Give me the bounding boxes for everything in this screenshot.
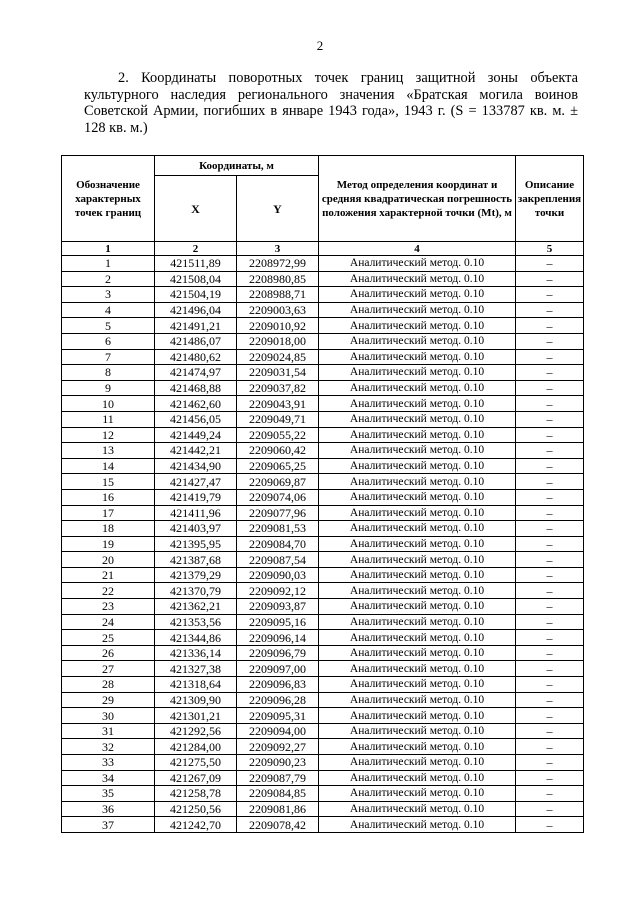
cell-x-coordinate: 421284,00: [155, 739, 237, 755]
cell-point-id: 21: [62, 567, 155, 583]
section-heading-text: 2. Координаты поворотных точек границ защитной зоны объекта культурного наследия регионального значения «Братская могила воинов Советской Армии, погибших в январе 1943 года», 1943 г. (S = 133787 кв. м. ± 128 кв. м.): [84, 70, 578, 136]
table-row: [62, 786, 584, 802]
cell-y-coordinate: 2209060,42: [237, 443, 319, 459]
cell-x-coordinate: 421496,04: [155, 302, 237, 318]
cell-fixing: –: [516, 786, 584, 802]
table-row: [62, 396, 584, 412]
cell-x-coordinate: 421411,96: [155, 505, 237, 521]
cell-method: Аналитический метод. 0.10: [319, 786, 516, 802]
cell-x-coordinate: 421258,78: [155, 786, 237, 802]
cell-method: Аналитический метод. 0.10: [319, 661, 516, 677]
cell-method: Аналитический метод. 0.10: [319, 677, 516, 693]
cell-y-coordinate: 2209087,54: [237, 552, 319, 568]
cell-y-coordinate: 2209003,63: [237, 302, 319, 318]
cell-point-id: 26: [62, 645, 155, 661]
cell-method: Аналитический метод. 0.10: [319, 708, 516, 724]
cell-y-coordinate: 2209096,83: [237, 677, 319, 693]
cell-fixing: –: [516, 505, 584, 521]
table-row: [62, 349, 584, 365]
cell-y-coordinate: 2209010,92: [237, 318, 319, 334]
cell-fixing: –: [516, 489, 584, 505]
cell-x-coordinate: 421486,07: [155, 333, 237, 349]
cell-method: Аналитический метод. 0.10: [319, 521, 516, 537]
cell-fixing: –: [516, 318, 584, 334]
cell-x-coordinate: 421434,90: [155, 458, 237, 474]
column-number-1: 1: [62, 242, 155, 256]
cell-method: Аналитический метод. 0.10: [319, 723, 516, 739]
cell-fixing: –: [516, 349, 584, 365]
cell-x-coordinate: 421449,24: [155, 427, 237, 443]
table-row: [62, 723, 584, 739]
cell-fixing: –: [516, 817, 584, 833]
table-row: [62, 505, 584, 521]
cell-point-id: 23: [62, 599, 155, 615]
table-row: [62, 692, 584, 708]
cell-method: Аналитический метод. 0.10: [319, 271, 516, 287]
table-row: [62, 521, 584, 537]
table-row: [62, 489, 584, 505]
cell-y-coordinate: 2209024,85: [237, 349, 319, 365]
table-row: [62, 817, 584, 833]
cell-fixing: –: [516, 692, 584, 708]
table-body: [62, 256, 584, 833]
cell-y-coordinate: 2209065,25: [237, 458, 319, 474]
table-row: [62, 755, 584, 771]
cell-y-coordinate: 2209074,06: [237, 489, 319, 505]
header-coordinates: Координаты, м: [155, 156, 319, 176]
section-heading: [84, 70, 578, 136]
cell-y-coordinate: 2208972,99: [237, 256, 319, 272]
cell-point-id: 29: [62, 692, 155, 708]
cell-point-id: 9: [62, 380, 155, 396]
cell-fixing: –: [516, 474, 584, 490]
cell-method: Аналитический метод. 0.10: [319, 599, 516, 615]
table-row: [62, 677, 584, 693]
cell-y-coordinate: 2209094,00: [237, 723, 319, 739]
cell-fixing: –: [516, 256, 584, 272]
cell-method: Аналитический метод. 0.10: [319, 349, 516, 365]
cell-y-coordinate: 2209093,87: [237, 599, 319, 615]
cell-x-coordinate: 421491,21: [155, 318, 237, 334]
cell-y-coordinate: 2209055,22: [237, 427, 319, 443]
cell-method: Аналитический метод. 0.10: [319, 333, 516, 349]
cell-y-coordinate: 2209095,16: [237, 614, 319, 630]
cell-fixing: –: [516, 583, 584, 599]
cell-point-id: 15: [62, 474, 155, 490]
cell-method: Аналитический метод. 0.10: [319, 458, 516, 474]
cell-fixing: –: [516, 567, 584, 583]
cell-fixing: –: [516, 396, 584, 412]
table-row: [62, 567, 584, 583]
table-row: [62, 318, 584, 334]
table-row: [62, 536, 584, 552]
header-y: Y: [237, 176, 319, 242]
header-x: X: [155, 176, 237, 242]
column-number-2: 2: [155, 242, 237, 256]
cell-point-id: 37: [62, 817, 155, 833]
cell-x-coordinate: 421292,56: [155, 723, 237, 739]
cell-x-coordinate: 421456,05: [155, 411, 237, 427]
cell-y-coordinate: 2209092,27: [237, 739, 319, 755]
cell-method: Аналитический метод. 0.10: [319, 302, 516, 318]
table-row: [62, 380, 584, 396]
cell-x-coordinate: 421318,64: [155, 677, 237, 693]
cell-fixing: –: [516, 723, 584, 739]
table-row: [62, 271, 584, 287]
table-row: [62, 365, 584, 381]
cell-fixing: –: [516, 708, 584, 724]
cell-fixing: –: [516, 739, 584, 755]
cell-x-coordinate: 421504,19: [155, 287, 237, 303]
cell-fixing: –: [516, 458, 584, 474]
cell-method: Аналитический метод. 0.10: [319, 411, 516, 427]
cell-x-coordinate: 421370,79: [155, 583, 237, 599]
cell-method: Аналитический метод. 0.10: [319, 287, 516, 303]
cell-point-id: 30: [62, 708, 155, 724]
cell-method: Аналитический метод. 0.10: [319, 474, 516, 490]
table-row: [62, 583, 584, 599]
table-row: [62, 614, 584, 630]
cell-method: Аналитический метод. 0.10: [319, 801, 516, 817]
cell-fixing: –: [516, 770, 584, 786]
cell-method: Аналитический метод. 0.10: [319, 536, 516, 552]
cell-x-coordinate: 421419,79: [155, 489, 237, 505]
column-number-4: 4: [319, 242, 516, 256]
cell-y-coordinate: 2209090,23: [237, 755, 319, 771]
cell-y-coordinate: 2209096,79: [237, 645, 319, 661]
cell-point-id: 14: [62, 458, 155, 474]
cell-point-id: 11: [62, 411, 155, 427]
column-number-5: 5: [516, 242, 584, 256]
cell-y-coordinate: 2209069,87: [237, 474, 319, 490]
cell-fixing: –: [516, 536, 584, 552]
cell-fixing: –: [516, 755, 584, 771]
cell-y-coordinate: 2209084,85: [237, 786, 319, 802]
cell-method: Аналитический метод. 0.10: [319, 692, 516, 708]
cell-x-coordinate: 421442,21: [155, 443, 237, 459]
cell-y-coordinate: 2209084,70: [237, 536, 319, 552]
cell-point-id: 24: [62, 614, 155, 630]
cell-fixing: –: [516, 271, 584, 287]
coordinates-table: [61, 155, 584, 833]
cell-x-coordinate: 421379,29: [155, 567, 237, 583]
cell-point-id: 3: [62, 287, 155, 303]
cell-fixing: –: [516, 411, 584, 427]
cell-x-coordinate: 421468,88: [155, 380, 237, 396]
cell-y-coordinate: 2209095,31: [237, 708, 319, 724]
cell-x-coordinate: 421250,56: [155, 801, 237, 817]
table-row: [62, 599, 584, 615]
cell-x-coordinate: 421267,09: [155, 770, 237, 786]
cell-point-id: 34: [62, 770, 155, 786]
cell-x-coordinate: 421344,86: [155, 630, 237, 646]
cell-fixing: –: [516, 645, 584, 661]
cell-x-coordinate: 421387,68: [155, 552, 237, 568]
cell-method: Аналитический метод. 0.10: [319, 614, 516, 630]
cell-fixing: –: [516, 801, 584, 817]
table-row: [62, 708, 584, 724]
cell-point-id: 22: [62, 583, 155, 599]
cell-point-id: 35: [62, 786, 155, 802]
cell-method: Аналитический метод. 0.10: [319, 552, 516, 568]
cell-y-coordinate: 2208988,71: [237, 287, 319, 303]
cell-y-coordinate: 2209092,12: [237, 583, 319, 599]
cell-y-coordinate: 2209031,54: [237, 365, 319, 381]
cell-method: Аналитический метод. 0.10: [319, 256, 516, 272]
cell-point-id: 25: [62, 630, 155, 646]
cell-point-id: 1: [62, 256, 155, 272]
cell-y-coordinate: 2209043,91: [237, 396, 319, 412]
cell-y-coordinate: 2209081,86: [237, 801, 319, 817]
cell-x-coordinate: 421480,62: [155, 349, 237, 365]
cell-method: Аналитический метод. 0.10: [319, 443, 516, 459]
cell-fixing: –: [516, 333, 584, 349]
cell-point-id: 18: [62, 521, 155, 537]
cell-x-coordinate: 421474,97: [155, 365, 237, 381]
table-row: [62, 411, 584, 427]
cell-x-coordinate: 421336,14: [155, 645, 237, 661]
cell-point-id: 32: [62, 739, 155, 755]
cell-x-coordinate: 421508,04: [155, 271, 237, 287]
cell-point-id: 6: [62, 333, 155, 349]
cell-point-id: 10: [62, 396, 155, 412]
cell-point-id: 4: [62, 302, 155, 318]
cell-method: Аналитический метод. 0.10: [319, 755, 516, 771]
cell-fixing: –: [516, 630, 584, 646]
cell-point-id: 19: [62, 536, 155, 552]
cell-y-coordinate: 2208980,85: [237, 271, 319, 287]
cell-x-coordinate: 421511,89: [155, 256, 237, 272]
cell-method: Аналитический метод. 0.10: [319, 583, 516, 599]
cell-y-coordinate: 2209081,53: [237, 521, 319, 537]
table-row: [62, 427, 584, 443]
cell-fixing: –: [516, 302, 584, 318]
cell-point-id: 28: [62, 677, 155, 693]
cell-method: Аналитический метод. 0.10: [319, 739, 516, 755]
cell-y-coordinate: 2209096,14: [237, 630, 319, 646]
cell-method: Аналитический метод. 0.10: [319, 505, 516, 521]
header-point: Обозначение характерных точек границ: [62, 156, 155, 242]
cell-y-coordinate: 2209077,96: [237, 505, 319, 521]
cell-point-id: 13: [62, 443, 155, 459]
table-row: [62, 770, 584, 786]
cell-x-coordinate: 421275,50: [155, 755, 237, 771]
cell-point-id: 7: [62, 349, 155, 365]
cell-point-id: 31: [62, 723, 155, 739]
table-row: [62, 302, 584, 318]
cell-point-id: 2: [62, 271, 155, 287]
cell-x-coordinate: 421309,90: [155, 692, 237, 708]
cell-fixing: –: [516, 599, 584, 615]
cell-fixing: –: [516, 380, 584, 396]
cell-y-coordinate: 2209087,79: [237, 770, 319, 786]
cell-method: Аналитический метод. 0.10: [319, 645, 516, 661]
cell-point-id: 5: [62, 318, 155, 334]
cell-point-id: 20: [62, 552, 155, 568]
cell-point-id: 33: [62, 755, 155, 771]
table-row: [62, 552, 584, 568]
cell-method: Аналитический метод. 0.10: [319, 380, 516, 396]
cell-method: Аналитический метод. 0.10: [319, 567, 516, 583]
cell-fixing: –: [516, 614, 584, 630]
cell-point-id: 17: [62, 505, 155, 521]
cell-y-coordinate: 2209078,42: [237, 817, 319, 833]
cell-method: Аналитический метод. 0.10: [319, 365, 516, 381]
cell-fixing: –: [516, 443, 584, 459]
cell-point-id: 12: [62, 427, 155, 443]
cell-y-coordinate: 2209018,00: [237, 333, 319, 349]
cell-y-coordinate: 2209097,00: [237, 661, 319, 677]
cell-y-coordinate: 2209090,03: [237, 567, 319, 583]
column-number-3: 3: [237, 242, 319, 256]
cell-fixing: –: [516, 427, 584, 443]
page-number: 2: [316, 38, 324, 53]
table-row: [62, 443, 584, 459]
table-row: [62, 256, 584, 272]
table-row: [62, 474, 584, 490]
cell-x-coordinate: 421403,97: [155, 521, 237, 537]
cell-x-coordinate: 421395,95: [155, 536, 237, 552]
cell-method: Аналитический метод. 0.10: [319, 318, 516, 334]
table-row: [62, 801, 584, 817]
cell-fixing: –: [516, 677, 584, 693]
cell-fixing: –: [516, 287, 584, 303]
cell-method: Аналитический метод. 0.10: [319, 770, 516, 786]
table-row: [62, 458, 584, 474]
cell-point-id: 16: [62, 489, 155, 505]
cell-method: Аналитический метод. 0.10: [319, 396, 516, 412]
header-fixing: Описание закрепления точки: [516, 156, 584, 242]
cell-x-coordinate: 421327,38: [155, 661, 237, 677]
cell-point-id: 8: [62, 365, 155, 381]
table-row: [62, 739, 584, 755]
cell-method: Аналитический метод. 0.10: [319, 630, 516, 646]
cell-y-coordinate: 2209037,82: [237, 380, 319, 396]
cell-method: Аналитический метод. 0.10: [319, 489, 516, 505]
cell-fixing: –: [516, 552, 584, 568]
cell-x-coordinate: 421301,21: [155, 708, 237, 724]
cell-x-coordinate: 421427,47: [155, 474, 237, 490]
cell-x-coordinate: 421462,60: [155, 396, 237, 412]
cell-point-id: 36: [62, 801, 155, 817]
cell-y-coordinate: 2209096,28: [237, 692, 319, 708]
table-row: [62, 630, 584, 646]
cell-point-id: 27: [62, 661, 155, 677]
cell-x-coordinate: 421242,70: [155, 817, 237, 833]
header-method: Метод определения координат и средняя квадратическая погрешность положения характерной точки (Mt), м: [319, 156, 516, 242]
table-row: [62, 287, 584, 303]
table-row: [62, 645, 584, 661]
table-row: [62, 661, 584, 677]
cell-fixing: –: [516, 661, 584, 677]
cell-x-coordinate: 421362,21: [155, 599, 237, 615]
cell-method: Аналитический метод. 0.10: [319, 427, 516, 443]
table-row: [62, 333, 584, 349]
cell-fixing: –: [516, 521, 584, 537]
cell-y-coordinate: 2209049,71: [237, 411, 319, 427]
cell-fixing: –: [516, 365, 584, 381]
cell-x-coordinate: 421353,56: [155, 614, 237, 630]
cell-method: Аналитический метод. 0.10: [319, 817, 516, 833]
